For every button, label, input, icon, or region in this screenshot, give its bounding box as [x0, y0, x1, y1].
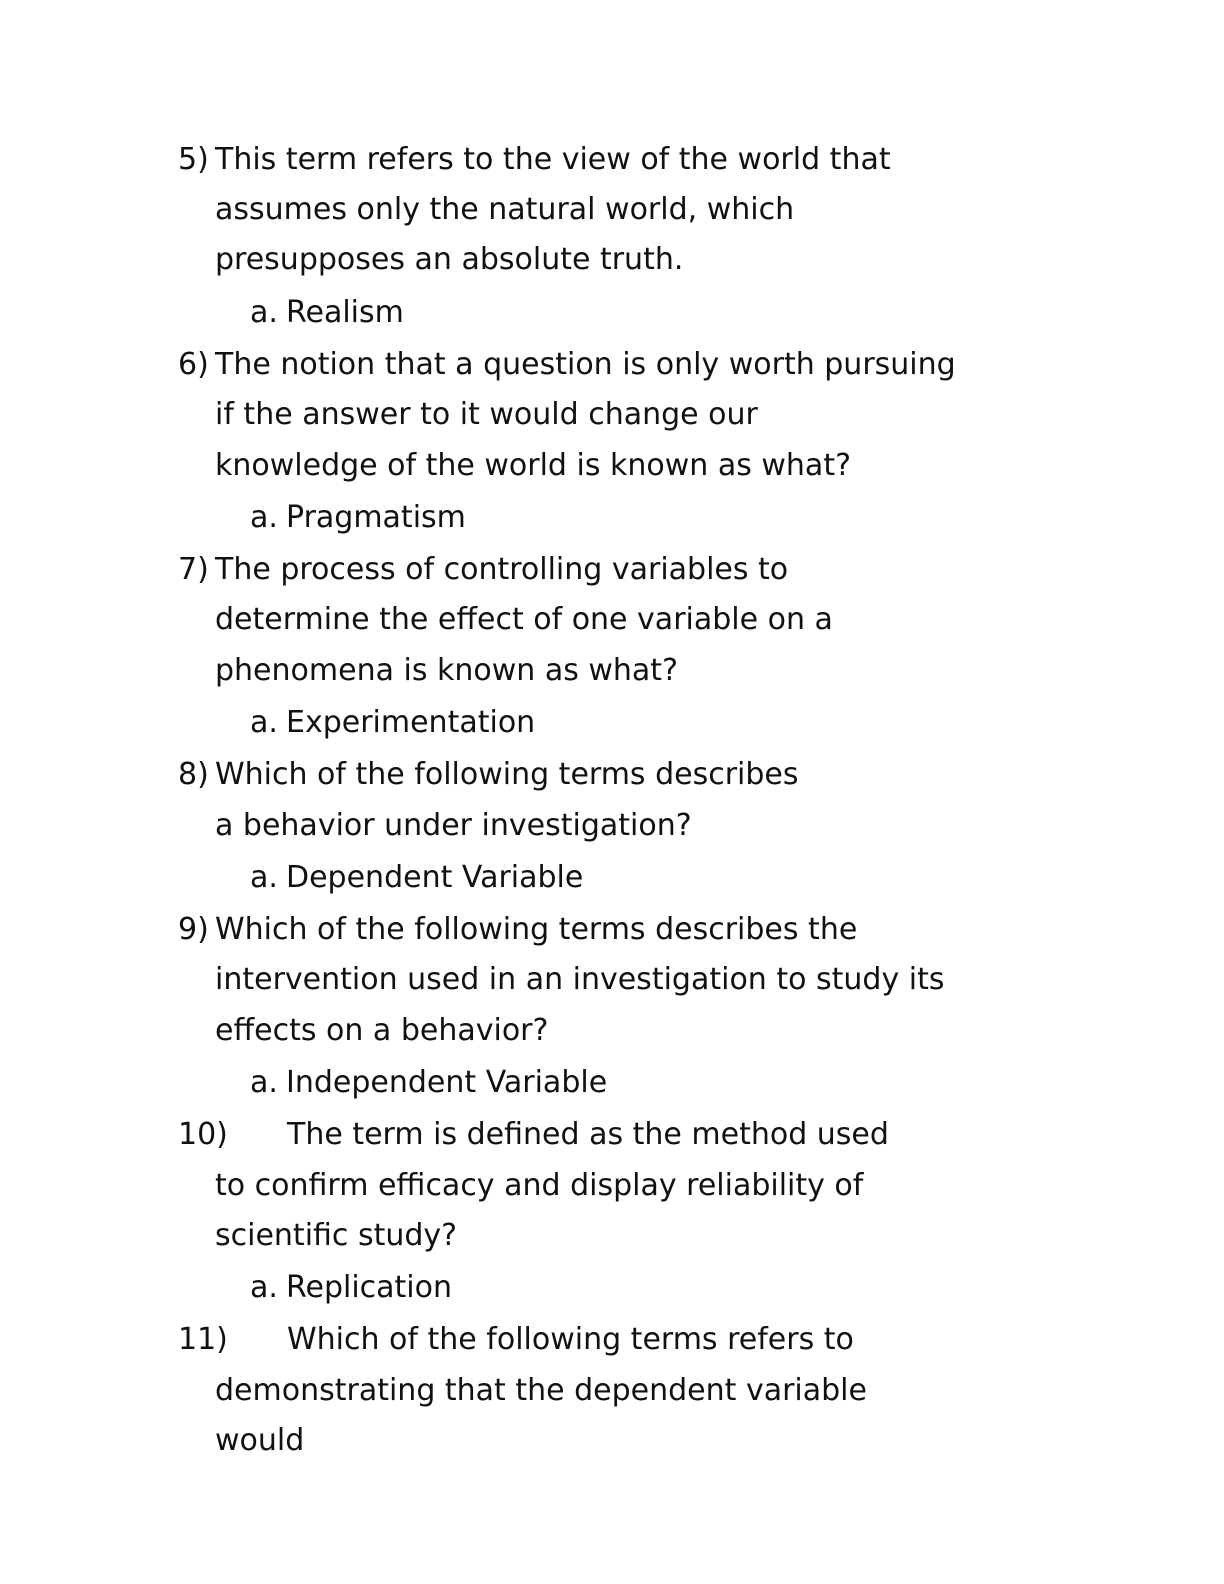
- question-number: 7): [178, 552, 209, 587]
- answer-text: Dependent Variable: [286, 860, 584, 895]
- question-text-line: Which of the following terms describes the: [215, 912, 858, 947]
- answer-letter: a.: [250, 1065, 278, 1100]
- question-number: 8): [178, 757, 209, 792]
- question-text-line: if the answer to it would change our: [215, 397, 758, 432]
- question-text-line: to confirm efficacy and display reliability of: [215, 1168, 864, 1203]
- question-text-line: determine the effect of one variable on a: [215, 602, 833, 637]
- answer-letter: a.: [250, 295, 278, 330]
- question-number: 6): [178, 347, 209, 382]
- question-text-line: Which of the following terms describes: [215, 757, 799, 792]
- question-text-line: intervention used in an investigation to study its: [215, 962, 945, 997]
- question-text-line: Which of the following terms refers to: [287, 1322, 854, 1357]
- answer-text: Independent Variable: [286, 1065, 608, 1100]
- answer-text: Experimentation: [286, 705, 536, 740]
- answer-letter: a.: [250, 1270, 278, 1305]
- question-text-line: demonstrating that the dependent variable: [215, 1373, 867, 1408]
- question-text-line: This term refers to the view of the world that: [215, 142, 891, 177]
- answer-letter: a.: [250, 500, 278, 535]
- answer-text: Realism: [286, 295, 404, 330]
- question-text-line: scientific study?: [215, 1218, 458, 1253]
- question-text-line: would: [215, 1423, 305, 1458]
- question-text-line: knowledge of the world is known as what?: [215, 448, 852, 483]
- answer-text: Pragmatism: [286, 500, 466, 535]
- question-text-line: a behavior under investigation?: [215, 808, 692, 843]
- question-text-line: effects on a behavior?: [215, 1013, 549, 1048]
- question-text-line: The process of controlling variables to: [215, 552, 789, 587]
- answer-text: Replication: [286, 1270, 453, 1305]
- question-number: 10): [178, 1117, 228, 1152]
- question-text-line: presupposes an absolute truth.: [215, 242, 684, 277]
- question-text-line: The notion that a question is only worth pursuing: [215, 347, 956, 382]
- answer-letter: a.: [250, 705, 278, 740]
- question-number: 11): [178, 1322, 228, 1357]
- question-text-line: phenomena is known as what?: [215, 653, 678, 688]
- question-number: 9): [178, 912, 209, 947]
- question-number: 5): [178, 142, 209, 177]
- question-text-line: assumes only the natural world, which: [215, 192, 795, 227]
- answer-letter: a.: [250, 860, 278, 895]
- question-text-line: The term is defined as the method used: [287, 1117, 889, 1152]
